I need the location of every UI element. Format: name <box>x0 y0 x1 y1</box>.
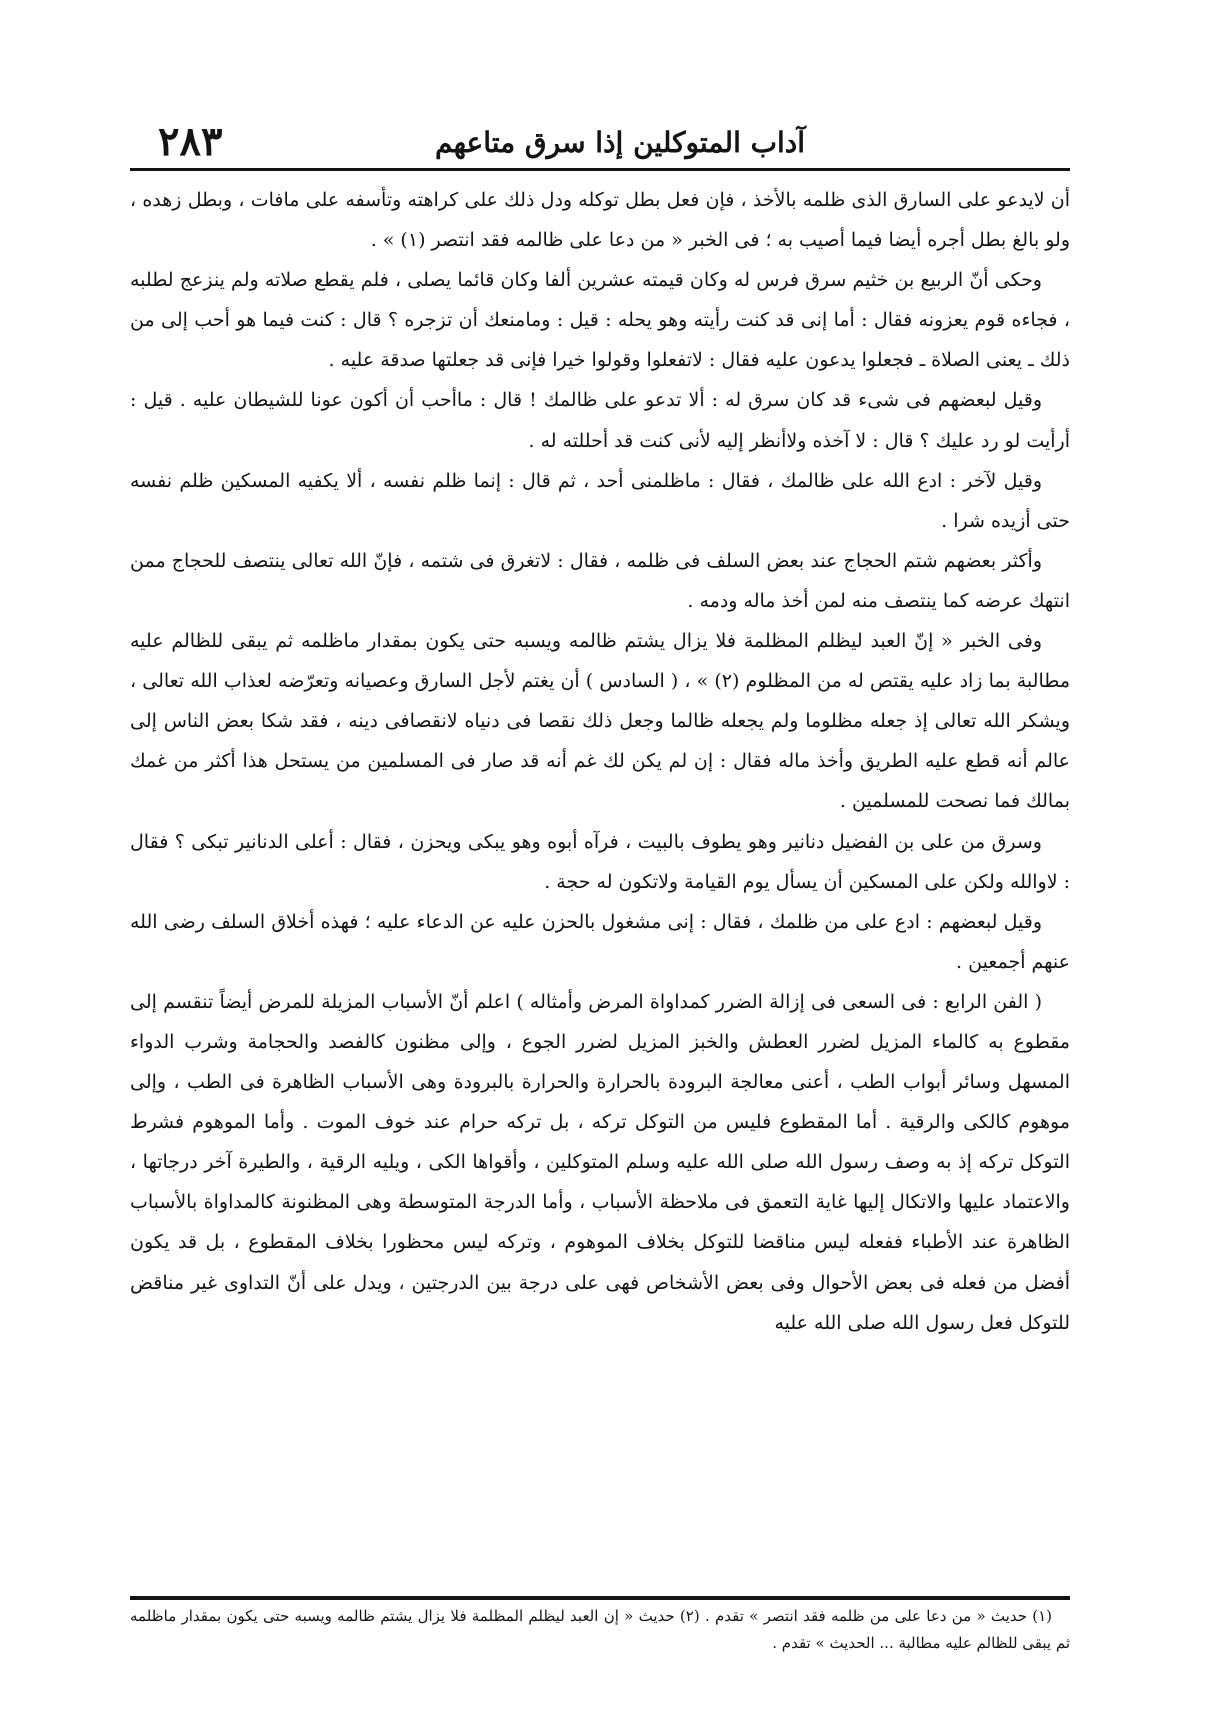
paragraph: أن لايدعو على السارق الذى ظلمه بالأخذ ، فإن فعل بطل توكله ودل ذلك على كراهته وتأسفه على مافات ، وبطل زهده ، ولو بالغ بطل أجره أيضا فيما أصيب به ؛ فى الخبر « من دعا على ظالمه فقد انتصر (١) » . <box>130 189 1070 252</box>
footnotes <box>130 1603 1070 1657</box>
paragraph: وقيل لبعضهم : ادع على من ظلمك ، فقال : إنى مشغول بالحزن عليه عن الدعاء عليه ؛ فهذه أخلاق السلف رضى الله عنهم أجمعين . <box>130 910 1070 973</box>
paragraph: وأكثر بعضهم شتم الحجاج عند بعض السلف فى ظلمه ، فقال : لاتغرق فى شتمه ، فإنّ الله تعالى ينتصف للحجاج ممن انتهك عرضه كما ينتصف منه لمن أخذ ماله ودمه . <box>130 549 1070 612</box>
paragraph: وسرق من على بن الفضيل دنانير وهو يطوف بالبيت ، فرآه أبوه وهو يبكى ويحزن ، فقال : أعلى الدنانير تبكى ؟ فقال : لاوالله ولكن على المسكين أن يسأل يوم القيامة ولاتكون له حجة . <box>130 830 1070 893</box>
paragraph: ( الفن الرابع : فى السعى فى إزالة الضرر كمداواة المرض وأمثاله ) اعلم أنّ الأسباب المزيلة للمرض أيضاً تنقسم إلى مقطوع به كالماء المزيل لضرر العطش والخبز المزيل لضرر الجوع ، وإلى مظنون كالفصد والحجامة وشرب الدواء المسهل وسائر أبواب الطب ، أعنى معالجة البرودة بالحرارة والحرارة بالبرودة وهى الأسباب الظاهرة فى الطب ، وإلى موهوم كالكى والرقية . أما المقطوع فليس من التوكل تركه ، بل تركه حرام عند خوف الموت . وأما الموهوم فشرط التوكل تركه إذ به وصف رسول الله صلى الله عليه وسلم المتوكلين ، وأقواها الكى ، ويليه الرقية ، والطيرة آخر درجاتها ، والاعتماد عليها والاتكال إليها غاية التعمق فى ملاحظة الأسباب ، وأما الدرجة المتوسطة وهى المظنونة كالمداواة بالأسباب الظاهرة عند الأطباء ففعله ليس مناقضا للتوكل بخلاف الموهوم ، وتركه ليس محظورا بخلاف المقطوع ، بل قد يكون أفضل من فعله فى بعض الأحوال وفى بعض الأشخاص فهى على درجة بين الدرجتين ، ويدل على أنّ التداوى غير مناقض للتوكل فعل رسول الله صلى الله عليه <box>130 990 1070 1334</box>
running-title: آداب المتوكلين إذا سرق متاعهم <box>434 126 805 159</box>
paragraph: وفى الخبر « إنّ العبد ليظلم المظلمة فلا يزال يشتم ظالمه ويسبه حتى يكون بمقدار ماظلمه ثم يبقى للظالم عليه مطالبة بما زاد عليه يقتص له من المظلوم (٢) » ، ( السادس ) أن يغتم لأجل السارق وعصيانه وتعرّضه لعذاب الله تعالى ، ويشكر الله تعالى إذ جعله مظلوما ولم يجعله ظالما وجعل ذلك نقصا فى دنياه لانقصافى دينه ، فقد شكا بعض الناس إلى عالم أنه قطع عليه الطريق وأخذ ماله فقال : إن لم يكن لك غم أنه قد صار فى المسلمين من يستحل هذا أكثر من غمك بمالك فما نصحت للمسلمين . <box>130 630 1071 813</box>
page-number: ٢٨٣ <box>158 118 223 165</box>
footnote: (١) حديث « من دعا على من ظلمه فقد انتصر » تقدم . (٢) حديث « إن العبد ليظلم المظلمة فلا يزال يشتم ظالمه ويسبه حتى يكون بمقدار ماظلمه ثم يبقى للظالم عليه مطالبة ... الحديث » تقدم . <box>130 1607 1070 1652</box>
paragraph: وقيل لآخر : ادع الله على ظالمك ، فقال : ماظلمنى أحد ، ثم قال : إنما ظلم نفسه ، ألا يكفيه المسكين ظلم نفسه حتى أزيده شرا . <box>130 469 1070 532</box>
page-header <box>140 118 1070 168</box>
main-text <box>130 180 1070 1343</box>
paragraph: وحكى أنّ الربيع بن خثيم سرق فرس له وكان قيمته عشرين ألفا وكان قائما يصلى ، فلم يقطع صلاته ولم ينزعج لطلبه ، فجاءه قوم يعزونه فقال : أما إنى قد كنت رأيته وهو يحله : قيل : ومامنعك أن تزجره ؟ قال : كنت فيما هو أحب إلى من ذلك ـ يعنى الصلاة ـ فجعلوا يدعون عليه فقال : لاتفعلوا وقولوا خيرا فإنى قد جعلتها صدقة عليه . <box>130 269 1070 372</box>
footnote-rule <box>130 1596 1070 1600</box>
header-rule <box>130 168 1070 171</box>
paragraph: وقيل لبعضهم فى شىء قد كان سرق له : ألا تدعو على ظالمك ! قال : ماأحب أن أكون عونا للشيطان عليه . قيل : أرأيت لو رد عليك ؟ قال : لا آخذه ولاأنظر إليه لأنى كنت قد أحللته له . <box>130 389 1070 452</box>
